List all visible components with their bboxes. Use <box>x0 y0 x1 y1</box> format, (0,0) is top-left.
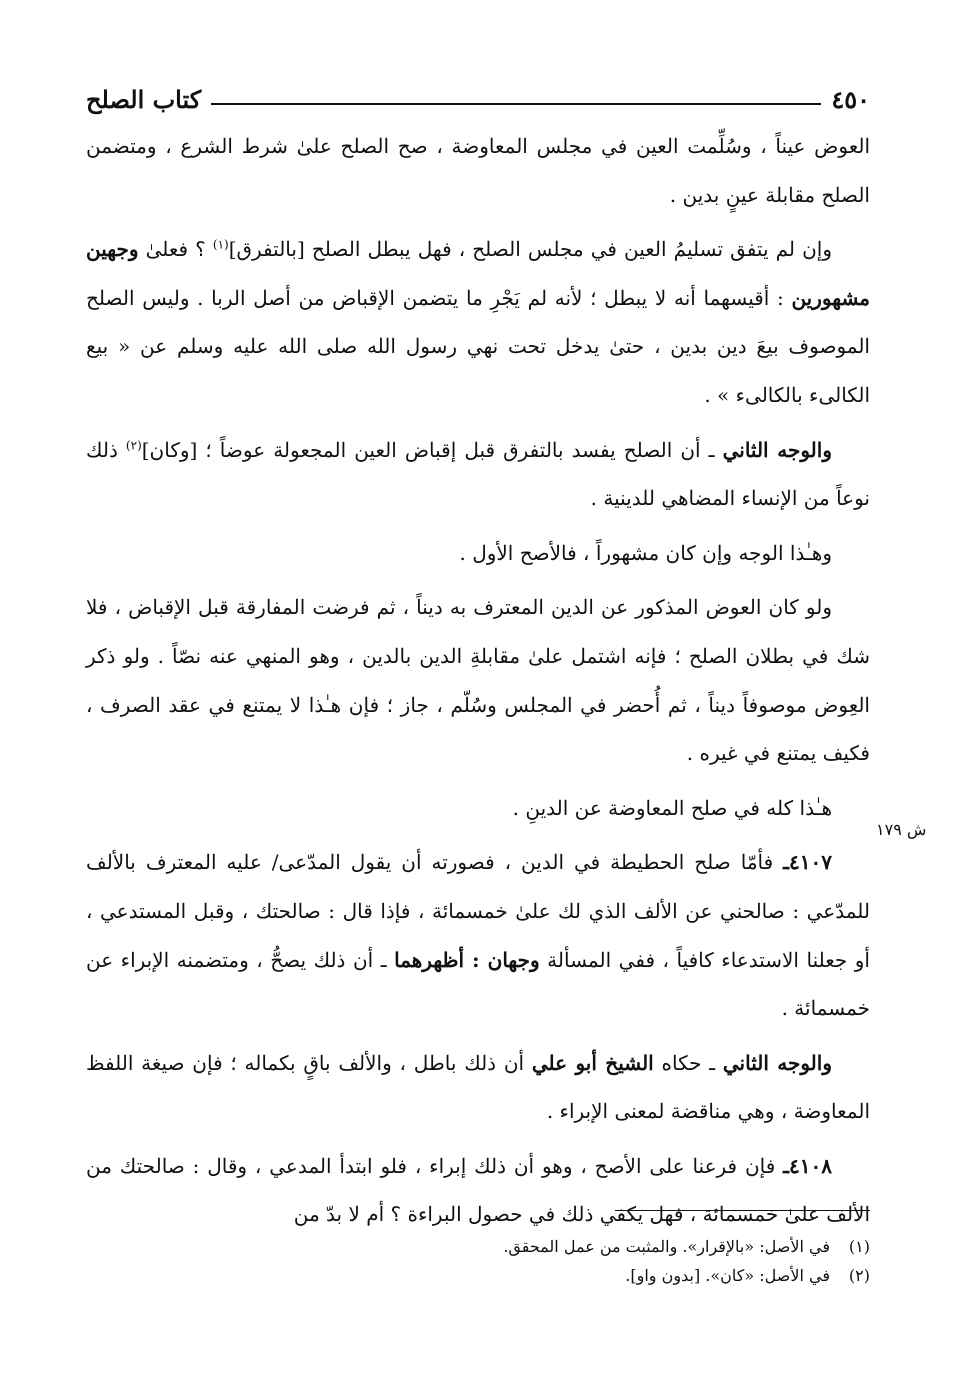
footnote-text: في الأصل: «كان». [بدون واو]. <box>625 1266 830 1285</box>
paragraph-8: والوجه الثاني ـ حكاه الشيخ أبو علي أن ذلك باطل ، والألف باقٍ بكماله ؛ فإن صيغة اللفظ المعاوضة ، وهي مناقضة لمعنى الإبراء . <box>86 1050 870 1124</box>
footnotes <box>300 1232 870 1290</box>
paragraph-9: ٤١٠٨ـ فإن فرعنا على الأصح ، وهو أن ذلك إبراء ، فلو ابتدأ المدعي ، وقال : صالحتك من الألف علىٰ خمسمائة ، فهل يكفي ذلك في حصول البراءة ؟ أم لا بدّ من <box>86 1153 870 1227</box>
paragraph-2: وإن لم يتفق تسليمُ العين في مجلس الصلح ، فهل يبطل الصلح [بالتفرق]$^{(١)}$ ؟ فعلىٰ وجهين مشهورين : أقيسهما أنه لا يبطل ؛ لأنه لم يَجْرِ ما يتضمن الإقباض من أصل الربا . وليس الصلح الموصوف بيعَ دين بدين ، حتىٰ يدخل تحت نهي رسول الله صلى الله عليه وسلم عن « بيع الكالىء بالكالىء » . <box>86 237 870 407</box>
running-title: كتاب الصلح <box>86 85 202 114</box>
footnote-text: في الأصل: «بالإقرار». والمثبت من عمل المحقق. <box>503 1237 830 1256</box>
header-rule <box>211 103 821 105</box>
page-header <box>86 74 870 114</box>
main-text <box>86 122 870 1245</box>
paragraph-3: والوجه الثاني ـ أن الصلح يفسد بالتفرق قبل إقباض العين المجعولة عوضاً ؛ [وكان]$^{(٢)}$ ذلك نوعاً من الإنساء المضاهي للدينية . <box>86 437 870 511</box>
paragraph-4: وهـٰذا الوجه وإن كان مشهوراً ، فالأصح الأول . <box>459 540 832 565</box>
paragraph-6: هـٰذا كله في صلح المعاوضة عن الدينِ . <box>512 795 832 820</box>
footnote-ref-1[interactable]: (١) <box>212 237 229 252</box>
footnote-2 <box>300 1261 870 1290</box>
footnote-ref-2[interactable]: (٢) <box>125 437 142 452</box>
paragraph-5: ولو كان العوض المذكور عن الدين المعترف به ديناً ، ثم فرضت المفارقة قبل الإقباض ، فلا شك في بطلان الصلح ؛ فإنه اشتمل علىٰ مقابلةِ الدين بالدين ، وهو المنهي عنه نصّاً . ولو ذكر العِوض موصوفاً ديناً ، ثم أُحضر في المجلس وسُلّم ، جاز ؛ فإن هـٰذا لا يمتنع في عقد الصرف ، فكيف يمتنع في غيره . <box>86 595 870 766</box>
paragraph-7: ٤١٠٧ـ فأمّا صلح الحطيطة في الدين ، فصورته أن يقول المدّعى/ عليه المعترف بالألف للمدّعي : صالحني عن الألف الذي لك علىٰ خمسمائة ، فإذا قال : صالحتك ، وقبل المستدعي ، أو جعلنا الاستدعاء كافياً ، ففي المسألة وجهان : أظهرهما ـ أن ذلك يصحُّ ، ومتضمنه الإبراء عن خمسمائة . <box>86 850 870 1021</box>
footnote-number: (١) <box>848 1237 870 1256</box>
manuscript-folio-note: ش ١٧٩ <box>876 820 927 839</box>
footnote-separator <box>615 1210 870 1211</box>
page-number: ٤٥٠ <box>831 85 870 114</box>
footnote-1 <box>300 1232 870 1261</box>
paragraph-1: العوض عيناً ، وسُلِّمت العين في مجلس المعاوضة ، صح الصلح علىٰ شرط الشرع ، ومتضمن الصلح مقابلة عينٍ بدين . <box>86 134 870 207</box>
footnote-number: (٢) <box>848 1266 870 1285</box>
